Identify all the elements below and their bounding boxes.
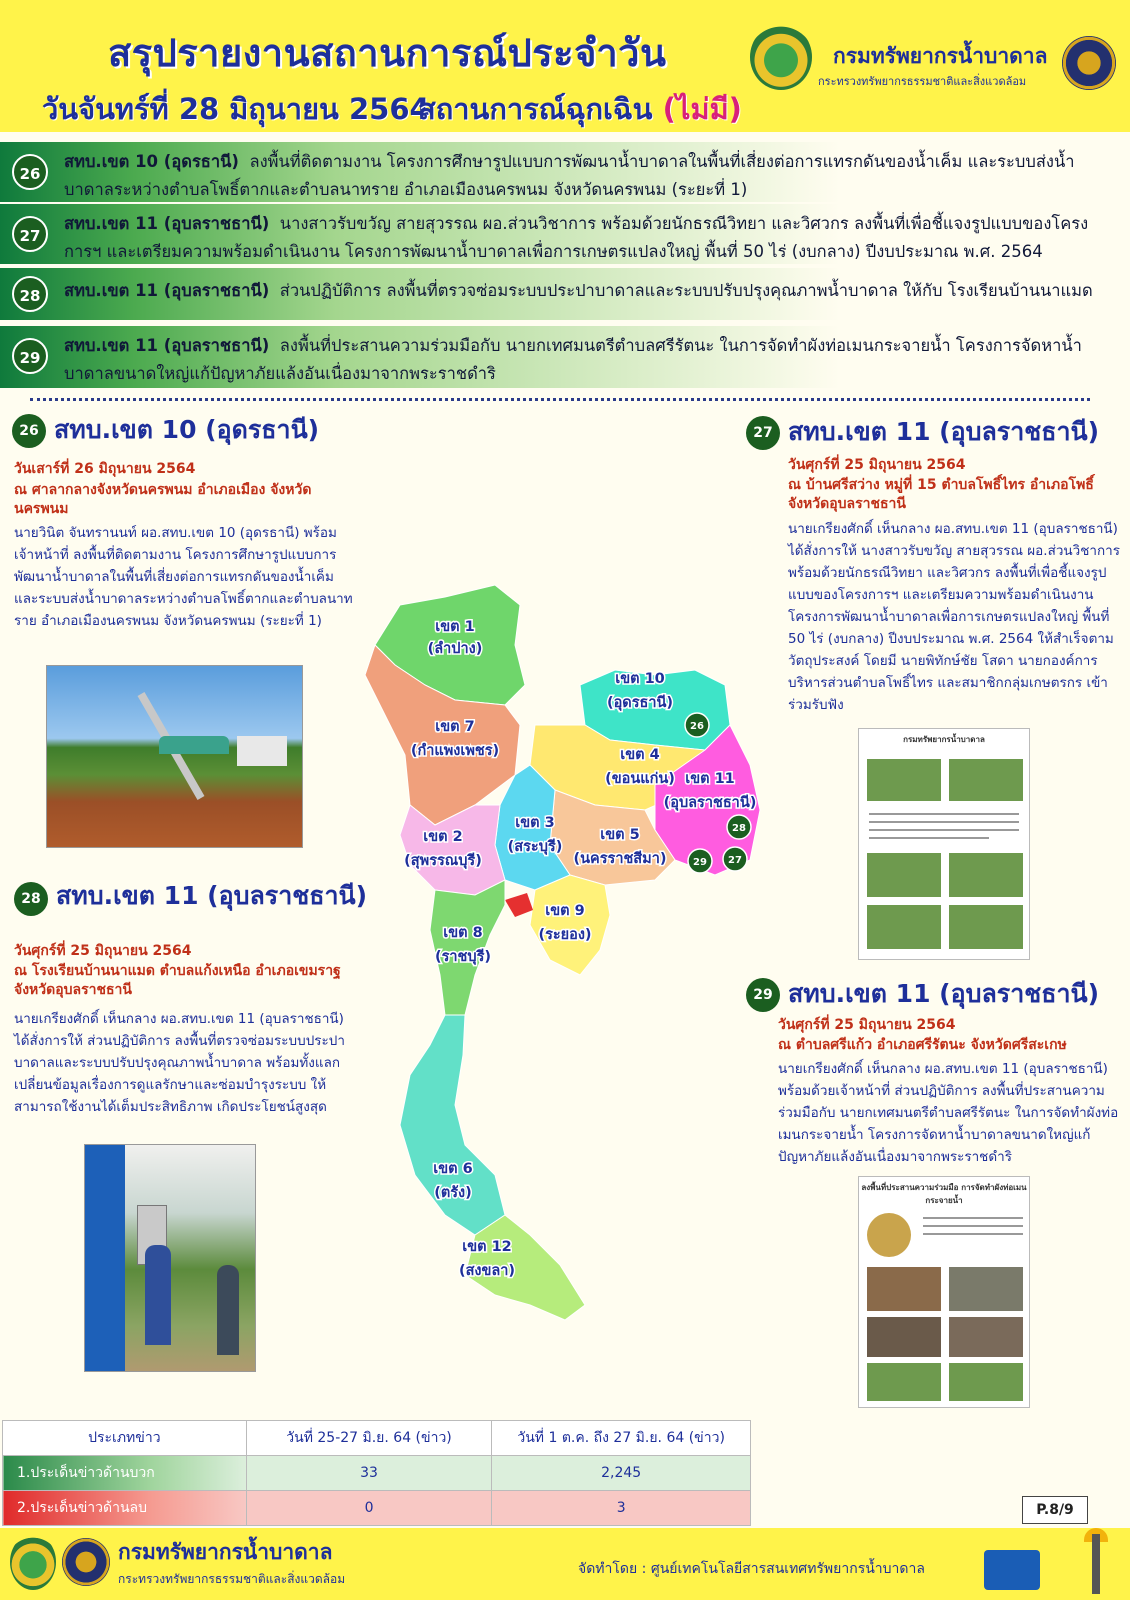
zone-name: เขต 2 bbox=[423, 829, 463, 845]
zone-3-city bbox=[508, 838, 563, 855]
summary-office: สทบ.เขต 11 (อุบลราชธานี) bbox=[64, 336, 270, 355]
zone-8-city bbox=[435, 948, 491, 965]
zone-name: เขต 11 bbox=[685, 771, 735, 787]
zone-city: (ขอนแก่น) bbox=[605, 771, 675, 787]
zone-name: เขต 4 bbox=[620, 747, 660, 763]
poster-text-line bbox=[869, 837, 989, 839]
poster-text-line bbox=[869, 821, 1019, 823]
summary-detail: ส่วนปฏิบัติการ ลงพื้นที่ตรวจซ่อมระบบประปาบาดาลและระบบปรับปรุงคุณภาพน้ำบาดาล ให้กับ โรงเรียนบ้านนาแมด bbox=[279, 281, 1093, 300]
photo-worker bbox=[145, 1245, 171, 1345]
table-header: วันที่ 25-27 มิ.ย. 64 (ข่าว) bbox=[246, 1421, 492, 1456]
table-cell: 1.ประเด็นข่าวด้านบวก bbox=[3, 1456, 247, 1491]
footer-org-ministry: กระทรวงทรัพยากรธรรมชาติและสิ่งแวดล้อม bbox=[118, 1572, 346, 1586]
poster-thumbnail bbox=[858, 1176, 1030, 1408]
zone-city: (อุบลราชธานี) bbox=[663, 795, 757, 811]
zone-9-area bbox=[530, 875, 610, 975]
article-number: 27 bbox=[746, 416, 780, 450]
zone-city: (ตรัง) bbox=[434, 1185, 472, 1201]
summary-number: 26 bbox=[12, 154, 48, 190]
zone-4-city bbox=[605, 771, 675, 787]
zone-4-label bbox=[620, 747, 659, 763]
map-marker-28 bbox=[727, 815, 751, 839]
poster-logo bbox=[867, 1213, 911, 1257]
emergency-status bbox=[418, 86, 742, 132]
zone-7-label bbox=[435, 719, 474, 735]
poster-text-line bbox=[869, 813, 1019, 815]
article-date: วันศุกร์ที่ 25 มิถุนายน 2564 bbox=[778, 1017, 956, 1033]
zone-name: เขต 1 bbox=[435, 619, 475, 635]
poster-photo bbox=[867, 759, 941, 801]
news-stats-table bbox=[2, 1420, 751, 1526]
article-number: 28 bbox=[14, 882, 48, 916]
article-body: นายเกรียงศักดิ์ เห็นกลาง ผอ.สทบ.เขต 11 (อุบลราชธานี) ได้สั่งการให้ นางสาวรับขวัญ สายสุวรรณ ผอ.ส่วนวิชาการ พร้อมด้วยนักธรณีวิทยา และวิศวกร ลงพื้นที่เพื่อชี้แจงรูปแบบของโครงการฯ และเตรียมความพร้อมดำเนินงาน โครงการพัฒนาน้ำบาดาลเพื่อการเกษตรแปลงใหญ่ พื้นที่ 50 ไร่ (งบกลาง) ปีงบประมาณ พ.ศ. 2564 ให้สำเร็จตามวัตถุประสงค์ โดยมี นายพิทักษ์ชัย โสดา นายกองค์การบริหารส่วนตำบลโพธิ์ไทร และสมาชิกกลุ่มเกษตรกร เข้าร่วมรับฟัง bbox=[788, 521, 1120, 713]
zone-name: เขต 10 bbox=[615, 671, 665, 687]
dotted-divider bbox=[30, 398, 1090, 401]
poster-photo bbox=[949, 853, 1023, 897]
marker-label: 29 bbox=[693, 857, 707, 868]
summary-item bbox=[0, 204, 1120, 264]
zone-2-label bbox=[423, 829, 462, 845]
thailand-groundwater-zone-map bbox=[355, 575, 785, 1350]
table-header-row bbox=[3, 1421, 751, 1456]
article-heading: สทบ.เขต 11 (อุบลราชธานี) bbox=[56, 881, 368, 910]
article-date: วันศุกร์ที่ 25 มิถุนายน 2564 bbox=[14, 943, 192, 959]
zone-2-area bbox=[400, 805, 505, 895]
zone-name: เขต 6 bbox=[433, 1161, 473, 1177]
poster-photo bbox=[867, 905, 941, 949]
bangkok-area bbox=[505, 893, 533, 917]
article-number: 26 bbox=[12, 414, 46, 448]
marker-label: 28 bbox=[732, 823, 746, 834]
zone-city: (สุพรรณบุรี) bbox=[404, 853, 482, 869]
poster-photo bbox=[949, 905, 1023, 949]
poster-thumbnail bbox=[858, 728, 1030, 960]
summary-text bbox=[64, 277, 1100, 305]
article-body: นายวินิต จันทรานนท์ ผอ.สทบ.เขต 10 (อุดรธานี) พร้อมเจ้าหน้าที่ ลงพื้นที่ติดตามงาน โครงการศึกษารูปแบบการพัฒนาน้ำบาดาลในพื้นที่เสี่ยงต่อการแทรกดันของน้ำเค็ม และระบบส่งน้ำบาดาลระหว่างตำบลโพธิ์ตากและตำบลนาทราย อำเภอเมืองนครพนม จังหวัดนครพนม (ระยะที่ 1) bbox=[14, 525, 353, 629]
zone-city: (กำแพงเพชร) bbox=[410, 743, 500, 759]
marker-label: 27 bbox=[728, 855, 742, 866]
ministry-logo-icon bbox=[62, 1538, 110, 1586]
table-cell: 33 bbox=[246, 1456, 492, 1491]
table-row bbox=[3, 1456, 751, 1491]
summary-detail: ลงพื้นที่ประสานความร่วมมือกับ นายกเทศมนตรีตำบลศรีรัตนะ ในการจัดทำผังท่อเมนกระจายน้ำ โครงการจัดหาน้ำบาดาลขนาดใหญ่แก้ปัญหาภัยแล้งอันเนื่องมาจากพระราชดำริ bbox=[64, 336, 1082, 383]
article-place: ณ ตำบลศรีแก้ว อำเภอศรีรัตนะ จังหวัดศรีสะเกษ bbox=[778, 1037, 1067, 1053]
zone-name: เขต 8 bbox=[443, 925, 483, 941]
zone-6-city bbox=[434, 1185, 472, 1201]
summary-office: สทบ.เขต 11 (อุบลราชธานี) bbox=[64, 281, 270, 300]
photo-worker bbox=[217, 1265, 239, 1355]
zone-9-city bbox=[538, 927, 591, 943]
article-place: ณ ศาลากลางจังหวัดนครพนม อำเภอเมือง จังหวัดนครพนม bbox=[14, 482, 312, 517]
footer-credit: จัดทำโดย : ศูนย์เทคโนโลยีสารสนเทศทรัพยากรน้ำบาดาล bbox=[578, 1561, 925, 1577]
table-cell: 2,245 bbox=[492, 1456, 751, 1491]
zone-10-city bbox=[607, 694, 673, 711]
summary-item bbox=[0, 142, 1120, 202]
well-pipe-icon bbox=[1092, 1534, 1100, 1594]
zone-6-label bbox=[433, 1161, 472, 1177]
zone-8-area bbox=[430, 880, 505, 1015]
summary-detail: นางสาวรับขวัญ สายสุวรรณ ผอ.ส่วนวิชาการ พร้อมด้วยนักธรณีวิทยา และวิศวกร ลงพื้นที่เพื่อชี้แจงรูปแบบของโครงการฯ และเตรียมความพร้อมดำเนินงาน โครงการพัฒนาน้ำบาดาลเพื่อการเกษตรแปลงใหญ่ พื้นที่ 50 ไร่ (งบกลาง) ปีงบประมาณ พ.ศ. 2564 bbox=[64, 214, 1089, 261]
photo-pole bbox=[85, 1145, 125, 1372]
department-logo-icon bbox=[10, 1534, 56, 1590]
org-name: กรมทรัพยากรน้ำบาดาล bbox=[833, 44, 1048, 68]
table-cell: 2.ประเด็นข่าวด้านลบ bbox=[3, 1491, 247, 1526]
poster-photo bbox=[949, 759, 1023, 801]
zone-2-city bbox=[404, 852, 482, 869]
page-title: สรุปรายงานสถานการณ์ประจำวัน bbox=[108, 31, 667, 75]
article-heading: สทบ.เขต 11 (อุบลราชธานี) bbox=[788, 979, 1100, 1008]
map-marker-27 bbox=[723, 847, 747, 871]
zone-name: เขต 5 bbox=[600, 827, 640, 843]
article-number: 29 bbox=[746, 978, 780, 1012]
summary-text bbox=[64, 332, 1100, 388]
page-footer bbox=[0, 1528, 1130, 1600]
summary-office: สทบ.เขต 11 (อุบลราชธานี) bbox=[64, 214, 270, 233]
page-number: P.8/9 bbox=[1022, 1496, 1088, 1524]
table-cell: 0 bbox=[246, 1491, 492, 1526]
drilling-truck-icon bbox=[984, 1550, 1040, 1590]
article-date: วันศุกร์ที่ 25 มิถุนายน 2564 bbox=[788, 457, 966, 473]
zone-12-city bbox=[459, 1263, 515, 1279]
table-row bbox=[3, 1491, 751, 1526]
article-body: นายเกรียงศักดิ์ เห็นกลาง ผอ.สทบ.เขต 11 (อุบลราชธานี) พร้อมด้วยเจ้าหน้าที่ ส่วนปฏิบัติการ ลงพื้นที่ประสานความร่วมมือกับ นายกเทศมนตรีตำบลศรีรัตนะ ในการจัดทำผังท่อเมนกระจายน้ำ โครงการจัดหาน้ำบาดาลขนาดใหญ่แก้ปัญหาภัยแล้งอันเนื่องมาจากพระราชดำริ bbox=[778, 1061, 1119, 1165]
report-date: วันจันทร์ที่ 28 มิถุนายน 2564 bbox=[42, 92, 430, 126]
footer-org-name: กรมทรัพยากรน้ำบาดาล bbox=[118, 1540, 333, 1564]
poster-title: ลงพื้นที่ประสานความร่วมมือ การจัดทำผังท่อเมนกระจายน้ำ bbox=[861, 1183, 1027, 1205]
zone-12-label bbox=[462, 1239, 512, 1255]
summary-item bbox=[0, 268, 1120, 320]
poster-photo bbox=[867, 1363, 941, 1401]
zone-city: (อุดรธานี) bbox=[606, 695, 674, 711]
zone-city: (ราชบุรี) bbox=[434, 949, 492, 965]
emergency-value: (ไม่มี) bbox=[662, 92, 742, 126]
zone-city: (สงขลา) bbox=[458, 1263, 516, 1279]
zone-8-label bbox=[443, 925, 482, 941]
article-body: นายเกรียงศักดิ์ เห็นกลาง ผอ.สทบ.เขต 11 (อุบลราชธานี) ได้สั่งการให้ ส่วนปฏิบัติการ ลงพื้นที่ตรวจซ่อมระบบประปาบาดาลและระบบปรับปรุงคุณภาพน้ำบาดาล พร้อมทั้งแลกเปลี่ยนข้อมูลเรื่องการดูแลรักษาและซ่อมบำรุงระบบ ให้สามารถใช้งานได้เต็มประสิทธิภาพ เกิดประโยชน์สูงสุด bbox=[14, 1011, 345, 1115]
photo-drilling-site bbox=[46, 665, 303, 848]
zone-7-city bbox=[411, 742, 499, 759]
summary-text bbox=[64, 148, 1100, 204]
zone-5-city bbox=[574, 850, 667, 867]
poster-title: กรมทรัพยากรน้ำบาดาล bbox=[903, 735, 985, 744]
article-heading: สทบ.เขต 11 (อุบลราชธานี) bbox=[788, 417, 1100, 446]
zone-city: (ลำปาง) bbox=[427, 641, 483, 657]
table-cell: 3 bbox=[492, 1491, 751, 1526]
zone-5-label bbox=[600, 827, 639, 843]
zone-city: (สระบุรี) bbox=[507, 839, 563, 855]
poster-photo bbox=[949, 1267, 1023, 1311]
table-header: วันที่ 1 ต.ค. ถึง 27 มิ.ย. 64 (ข่าว) bbox=[492, 1421, 751, 1456]
department-logo-icon bbox=[750, 24, 812, 90]
poster-photo bbox=[949, 1363, 1023, 1401]
summary-number: 29 bbox=[12, 338, 48, 374]
zone-city: (นครราชสีมา) bbox=[573, 851, 667, 867]
map-marker-29 bbox=[688, 849, 712, 873]
poster-text-line bbox=[869, 829, 1019, 831]
zone-1-city bbox=[428, 640, 483, 657]
summary-item bbox=[0, 326, 1120, 388]
poster-photo bbox=[867, 1317, 941, 1357]
summary-office: สทบ.เขต 10 (อุดรธานี) bbox=[64, 152, 239, 171]
summary-text bbox=[64, 210, 1100, 266]
summary-number: 27 bbox=[12, 216, 48, 252]
article-heading: สทบ.เขต 10 (อุดรธานี) bbox=[54, 415, 320, 444]
page-header bbox=[0, 0, 1130, 132]
map-marker-26 bbox=[685, 713, 709, 737]
photo-truck bbox=[237, 736, 287, 766]
emergency-label: สถานการณ์ฉุกเฉิน bbox=[418, 92, 653, 126]
zone-city: (ระยอง) bbox=[538, 927, 592, 943]
zone-11-city bbox=[664, 794, 757, 811]
poster-text-line bbox=[923, 1233, 1023, 1235]
summary-detail: ลงพื้นที่ติดตามงาน โครงการศึกษารูปแบบการพัฒนาน้ำบาดาลในพื้นที่เสี่ยงต่อการแทรกดันของน้ำเค็ม และระบบส่งน้ำบาดาลระหว่างตำบลโพธิ์ตากและตำบลนาทราย อำเภอเมืองนครพนม จังหวัดนครพนม (ระยะที่ 1) bbox=[64, 152, 1075, 199]
zone-11-label bbox=[685, 771, 735, 787]
org-ministry: กระทรวงทรัพยากรธรรมชาติและสิ่งแวดล้อม bbox=[818, 75, 1027, 88]
ministry-logo-icon bbox=[1062, 36, 1116, 90]
summary-number: 28 bbox=[12, 276, 48, 312]
zone-9-label bbox=[545, 903, 584, 919]
zone-6-area bbox=[400, 1015, 505, 1235]
photo-tent bbox=[159, 736, 229, 754]
article-date: วันเสาร์ที่ 26 มิถุนายน 2564 bbox=[14, 461, 196, 477]
zone-1-label bbox=[435, 619, 474, 635]
zone-name: เขต 12 bbox=[462, 1239, 512, 1255]
zone-name: เขต 9 bbox=[545, 903, 585, 919]
zone-name: เขต 3 bbox=[515, 815, 555, 831]
article-place: ณ บ้านศรีสว่าง หมู่ที่ 15 ตำบลโพธิ์ไทร อำเภอโพธิ์ จังหวัดอุบลราชธานี bbox=[788, 477, 1094, 512]
poster-text-line bbox=[923, 1225, 1023, 1227]
article-place: ณ โรงเรียนบ้านนาแมด ตำบลแก้งเหนือ อำเภอเขมราฐ จังหวัดอุบลราชธานี bbox=[14, 963, 341, 998]
zone-10-label bbox=[615, 671, 665, 687]
poster-photo bbox=[867, 853, 941, 897]
poster-photo bbox=[949, 1317, 1023, 1357]
zone-3-label bbox=[515, 815, 554, 831]
marker-label: 26 bbox=[690, 721, 704, 732]
photo-water-system-repair bbox=[84, 1144, 256, 1372]
poster-photo bbox=[867, 1267, 941, 1311]
zone-name: เขต 7 bbox=[435, 719, 475, 735]
poster-text-line bbox=[923, 1217, 1023, 1219]
table-header: ประเภทข่าว bbox=[3, 1421, 247, 1456]
